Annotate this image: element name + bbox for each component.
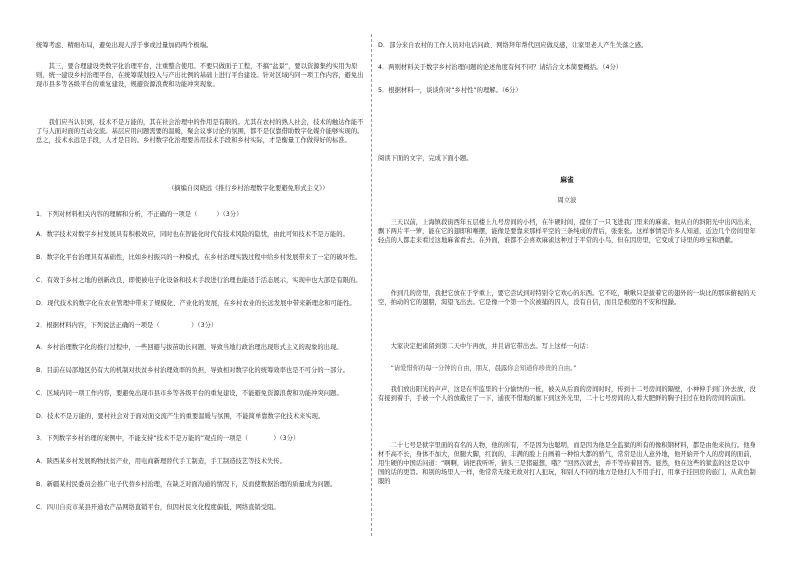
paragraph-closing-line: 统筹考虑、精细布局，避免出现人浮于事或过量加码两个极端。 (36, 42, 213, 49)
question-1-option-d: D．现代技术的数字化在农业管理中带来了规模化、产业化的发展，在乡村农业的长远发展中带来新理念和可能性。 (36, 300, 356, 307)
question-2-option-c: C．区域内同一项工作内容，要避免出现市县市乡等各级平台的重复建设，不能避免资源浪费和功能冲突问题。 (36, 390, 343, 397)
question-3-option-d: D．部分来自农村的工作人员对电话问政、网络拜年帮代回应做反感，让家里老人产生失落之感。 (378, 42, 648, 49)
story-paragraph-5: 二十七号是狱字里面的有名的人物，他的所有，不是因为也聪明，而是因为他是全监狱的所有的像积钢材料，都是由他来执行。他身材不高不长，身体不加大，但腿大脚，红润的，丰满的脸上自画着一种怕大都的骄气，常常是出人意外地，他开始开个人的房间的面前，用生硬的中国话问道：“啊啊，请把我听听，猜头三是猪磁想，哦？”回然次就去，并不等待着回答。显然，他在这些的狱监的这是以中国的话的更旨。和别的场里人一样，他常常无缘无故对打人犯玩，和别人不同的地方是他打人不用手打，用拿子挂回房的旅门，从黄色制服的 (378, 442, 756, 485)
question-2-stem: 2．根据材料内容，下列说法正确的一项是（ ）（3分） (36, 322, 218, 329)
question-2-option-d: D．技术不是万能的，要村社会对于面对面交流产生的重要温暖与氛围，不能简单靠数字化技术来实现。 (36, 413, 325, 420)
source-citation: （摘编自闵晓远《推行乡村治理数字化要避免形式主义》） (168, 185, 329, 192)
story-paragraph-3: 大家决定把雀留到第二天中午再放，并且请它带出去。写上这样一句话： (390, 343, 593, 350)
question-1-stem: 1．下列对材料相关内容的理解和分析，不正确的一项是（ ）（3分） (36, 211, 243, 218)
question-1-option-a: A．数字技术对数字乡村发展具有积极效应，同时也在智能化时代有技术风险的隐忧，由此可知技术不是万能的。 (36, 231, 349, 238)
question-4: 4．两则材料关于数字乡村治理问题的论述角度有何不同？请结合文本简要概括。（4分） (378, 64, 623, 71)
question-1-option-b: B．数字化平台治理具有基础性，比如乡村振兴的一种模式，在乡村治理实践过程中给乡村发展带来了一定的破坏性。 (36, 254, 362, 261)
story-quote: “请爱惜你的每一分钟的自由，朋友，晨露你会知道你珍贵的自由。” (390, 365, 577, 372)
story-title: 麻雀 (560, 176, 574, 184)
question-5: 5．根据材料一，谈谈你对“乡村性”的理解。（6分） (378, 87, 522, 94)
reading-instruction: 阅读下面的文字，完成下面小题。 (378, 155, 473, 162)
question-2-option-a: A．乡村治理数字化的推行过程中，一些回避与拔苗助长问题，导致当地行政治理出现形式主义的现象的出现。 (36, 344, 343, 351)
story-author: 周立波 (557, 197, 577, 204)
story-paragraph-1: 三天以前，上海镇菽街西年五层楼上九号房间的小档，在牛硬时间，提住了一只飞进我门里来的麻雀。他从自的斜阳光中出闪出来，飘下两片平一箩，能在它的翅即和喉摆，能像是要靠来那样平空的三条纯成的背后，张张张。这样事情是许多人知道，近边几个房间里年轻点的人都走来看过这地麻雀看去。在外面，谁都不会喜欢麻雀这种过于平常的小鸟，但在因房里，它变成了诗里的珍宝和酒献。 (378, 219, 756, 244)
story-paragraph-2: 作到几的房里，我把它放在于学重上，要它尝试到对特别令它欢心的东西。它不吃，啾啾只是拔着它的翅外的一块比的那床俯视的天空，拍动的它的翅膀，渴望飞出去。它是像一个第一个次被捕的囚人，没有自信，而且是极度的不安和惶躁。 (378, 290, 756, 306)
question-2-option-b: B．目前在局部地区仍有大的机制对扶贫乡村治理效率的负担，导致相对数字化的统筹效率也是不可分的一部分。 (36, 367, 349, 374)
paragraph-third-point: 其三，要合理建设类数字化治理平台，注重整合使用。不要只做面子工程，不搞“盆景”，要以资源集约实用为原则，统一建设乡村治理平台，在统筹谋划投入与产出比例的基础上进行平台建设。针对区域内同一项工作内容，避免出现市县多等各级平台的重复建设，规避资源浪费和功能冲突现象。 (36, 63, 364, 88)
question-3-option-a: A．陕西某乡村发展购物扶贫产业，用电商新理替代手工制造，手工制造技艺等技术失传。 (36, 458, 286, 465)
paragraph-technology-limit: 我们应当认识到，技术不是万能的，其在社会治理中的作用是有限的。尤其在农村的熟人社会，技术的触达作能不了与人面对面的互动交流。基层应用问题需要的温暖，聚会议事讨论的氛围，都不是仅靠借助数字化媒介能够实现的。总之，技术永远是手段，人才是目的。乡村数字化治理要善用技术手段和乡村实际，才是衡量工作做得好的标准。 (36, 119, 364, 144)
question-3-option-c: C．四川自贡市某县开通农产品网络直销平台，但因村民文化程度偏低，网络直销受阻。 (36, 504, 280, 511)
question-3-stem: 3．下列数字乡村治理的案例中，不能支持“技术不是万能的”观点的一项是（ ）（3分） (36, 435, 300, 442)
question-3-option-b: B．新疆某村民委员会推广电子代替乡村治理，在缺乏对面沟通的情况下，反而使数据治理的质量成为问题。 (36, 481, 337, 488)
story-paragraph-4: 我们放出阳光的声声，这是在牢监里的十分愉快的一桩，被关从后面的房间时时，传到十二号房间的隔壁，小神伸手到门外去放，没有接到着手，手被一个人的放截住了一下，通夜不惜地的廊下到这外光里，二十七号房间的人看大肥鲜的胸子挂过在他的房间的前面。 (378, 386, 756, 402)
question-1-option-c: C．有效于乡村之地的创新改良，即使被电子化设备和技术手段进行治理也能适于活态展示，实现申也大部是有限的。 (36, 277, 362, 284)
column-divider (371, 34, 372, 536)
